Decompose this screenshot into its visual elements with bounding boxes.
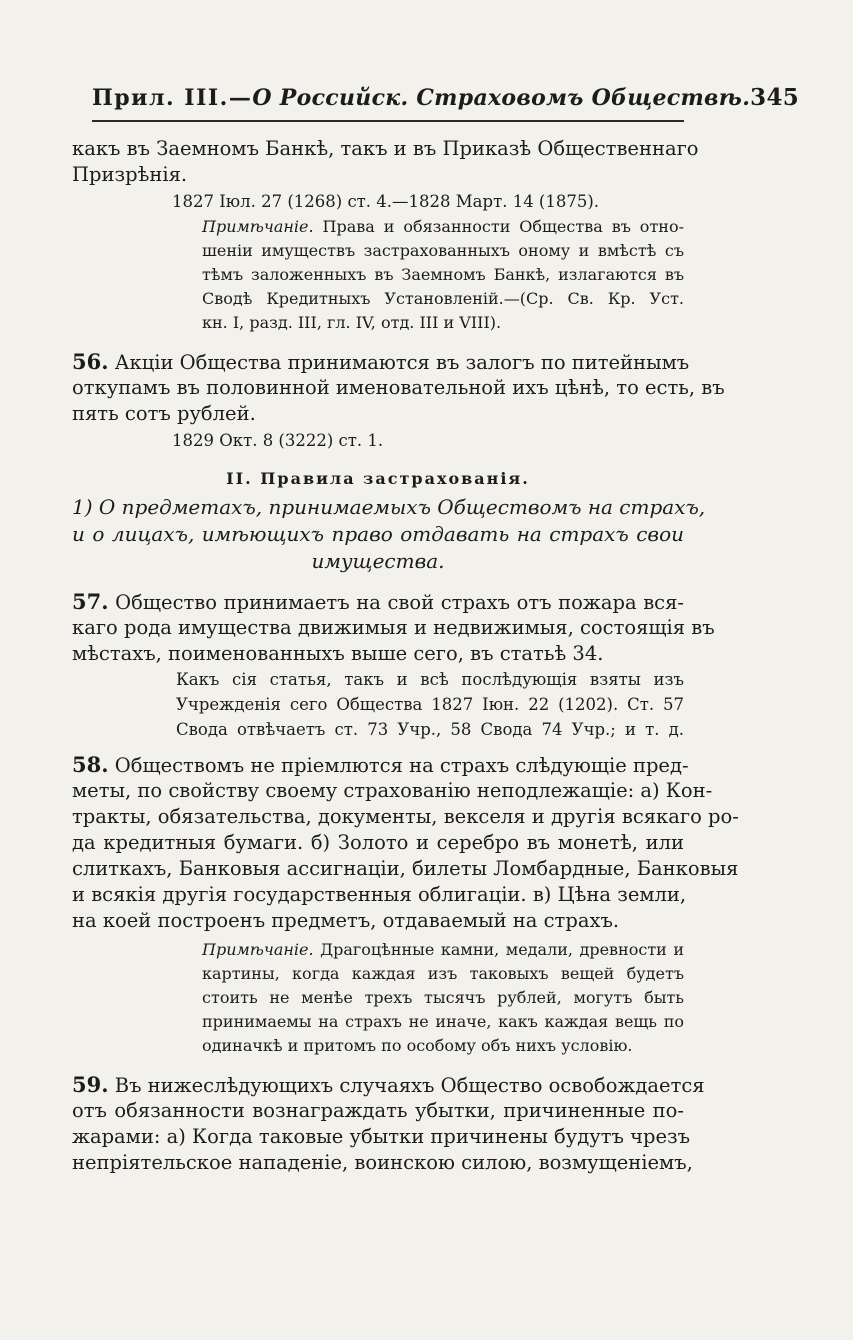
text-line: тракты, обязательства, документы, векселя и другія всякаго ро- — [72, 805, 739, 828]
article-number: 57. — [72, 589, 109, 614]
article-number: 59. — [72, 1072, 109, 1097]
text-line: 56. Акціи Общества принимаются въ залогъ по питейнымъ — [72, 349, 690, 374]
article-58 — [72, 752, 739, 934]
text-line: каго рода имущества движимыя и недвижимыя, состоящія въ — [72, 616, 715, 639]
note-line: Примѣчаніе. Драгоцѣнные камни, медали, древности и — [202, 940, 684, 959]
note-block — [72, 215, 684, 335]
header-title: О Российск. Страховомъ Обществѣ. — [252, 85, 751, 111]
citation: 1827 Іюл. 27 (1268) ст. 4.—1828 Март. 14 (1875). — [172, 192, 600, 211]
text-line: слиткахъ, Банковыя ассигнаціи, билеты Ломбардные, Банковыя — [72, 857, 739, 880]
page-body — [72, 136, 739, 1176]
subsection-title-line: и о лицахъ, имѣющихъ право отдавать на страхъ свои — [72, 522, 684, 546]
text-line: меты, по свойству своему страхованію неподлежащіе: а) Кон- — [72, 779, 713, 802]
running-header — [92, 84, 800, 111]
note-line: одиначкѣ и притомъ по особому объ нихъ условію. — [202, 1036, 633, 1055]
text-line: отъ обязанности вознаграждать убытки, причиненные по- — [72, 1099, 684, 1122]
note-block — [72, 938, 684, 1058]
subsection-title-line: имущества. — [311, 549, 445, 573]
text-line: и всякія другія государственныя облигаціи. в) Цѣна земли, — [72, 883, 687, 906]
text-line: Призрѣнія. — [72, 163, 188, 186]
note-line: картины, когда каждая изъ таковыхъ вещей будетъ — [202, 964, 684, 983]
note-line: стоить не менѣе трехъ тысячъ рублей, могутъ быть — [202, 988, 684, 1007]
article-number: 58. — [72, 752, 109, 777]
reference-line: Какъ сія статья, такъ и всѣ послѣдующія взяты изъ — [176, 670, 684, 689]
note-line: кн. I, разд. III, гл. IV, отд. III и VIII). — [202, 313, 502, 332]
appendix-label: Прил. III.— — [92, 85, 253, 111]
text-line: мѣстахъ, поименованныхъ выше сего, въ статьѣ 34. — [72, 642, 604, 665]
note-label: Примѣчаніе. — [202, 940, 314, 959]
text-line: 59. Въ нижеслѣдующихъ случаяхъ Общество освобождается — [72, 1072, 705, 1097]
text-line: пять сотъ рублей. — [72, 402, 256, 425]
text-line: непріятельское нападеніе, воинскою силою, возмущеніемъ, — [72, 1151, 693, 1174]
text-line: жарами: а) Когда таковые убытки причинены будутъ чрезъ — [72, 1125, 691, 1148]
reference-line: Свода отвѣчаетъ ст. 73 Учр., 58 Свода 74 Учр.; и т. д. — [176, 720, 684, 739]
note-label: Примѣчаніе. — [202, 217, 314, 236]
text-line: 57. Общество принимаетъ на свой страхъ отъ пожара вся- — [72, 589, 684, 614]
article-57 — [72, 589, 715, 742]
note-line: Сводѣ Кредитныхъ Установленій.—(Ср. Св. Кр. Уст. — [202, 289, 684, 308]
subsection-title-line: 1) О предметахъ, принимаемыхъ Обществомъ на страхъ, — [72, 495, 706, 519]
note-line: Примѣчаніе. Права и обязанности Общества въ отно- — [202, 217, 684, 236]
text-line: да кредитныя бумаги. б) Золото и серебро въ монетѣ, или — [72, 831, 684, 854]
text-line: какъ въ Заемномъ Банкѣ, такъ и въ Приказѣ Общественнаго — [72, 137, 699, 160]
article-56 — [72, 349, 725, 454]
article-59 — [72, 1072, 705, 1176]
page-number: 345 — [750, 84, 800, 111]
reference-line: Учрежденія сего Общества 1827 Іюн. 22 (1202). Ст. 57 — [176, 695, 684, 714]
article-number: 56. — [72, 349, 109, 374]
note-line: принимаемы на страхъ не иначе, какъ каждая вещь по — [202, 1012, 684, 1031]
text-line: откупамъ въ половинной именовательной ихъ цѣнѣ, то есть, въ — [72, 376, 725, 399]
citation: 1829 Окт. 8 (3222) ст. 1. — [172, 431, 384, 450]
note-line: шеніи имуществъ застрахованныхъ оному и вмѣстѣ съ — [202, 241, 684, 260]
text-line: 58. Обществомъ не пріемлются на страхъ слѣдующіе пред- — [72, 752, 689, 777]
header-rule — [92, 120, 684, 122]
section-title: II. Правила застрахованія. — [226, 469, 530, 488]
note-line: тѣмъ заложенныхъ въ Заемномъ Банкѣ, излагаются въ — [202, 265, 684, 284]
text-line: на коей построенъ предметъ, отдаваемый на страхъ. — [72, 909, 620, 932]
